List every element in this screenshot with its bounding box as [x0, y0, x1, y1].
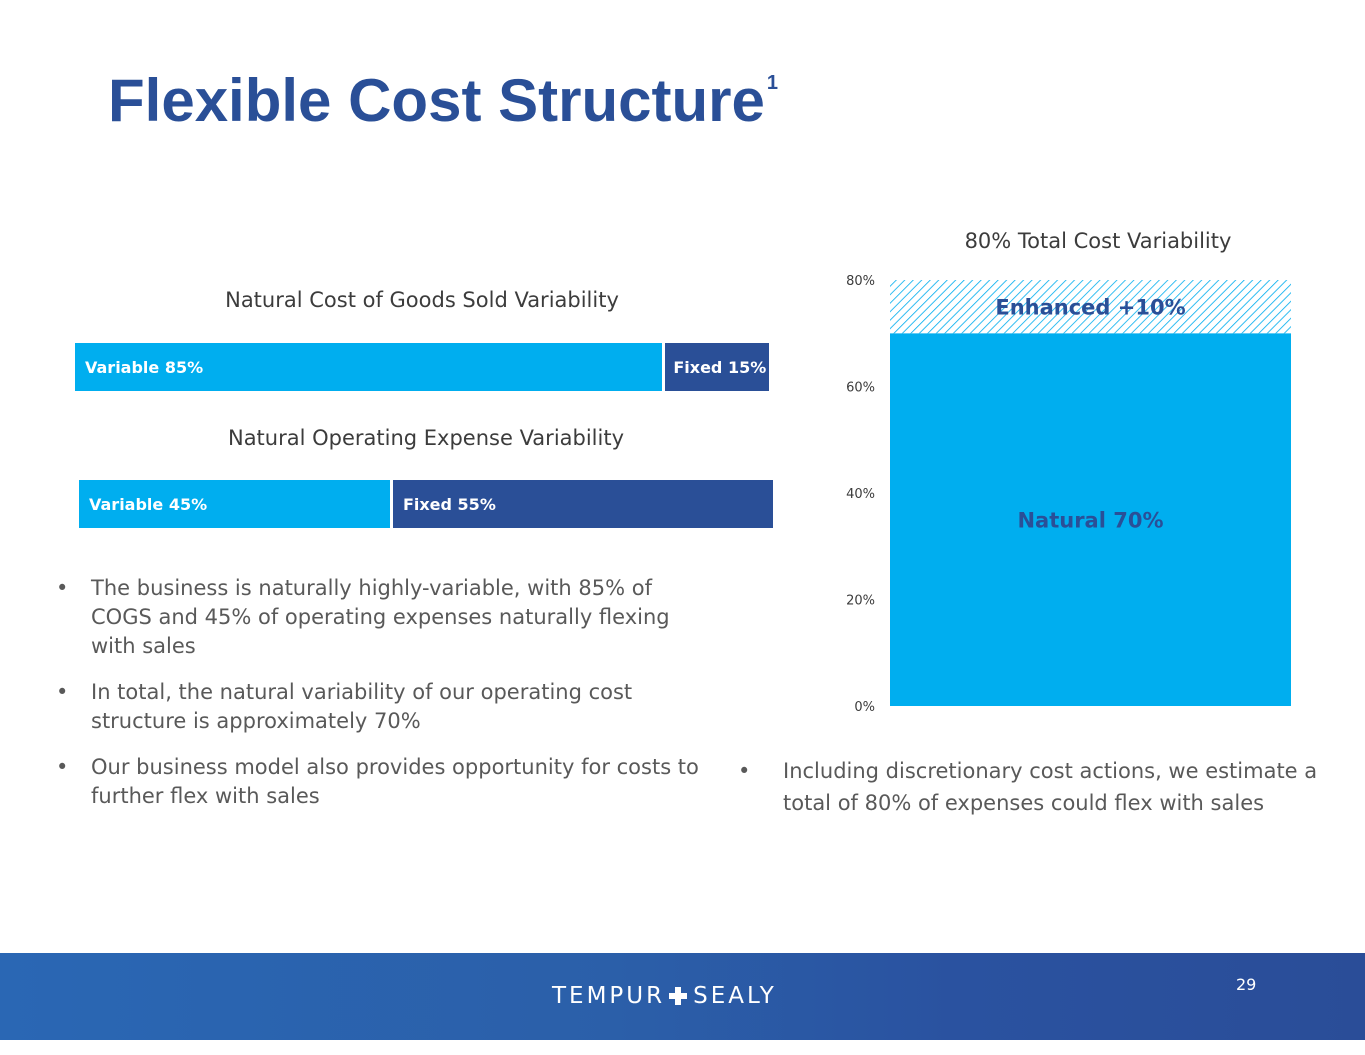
opex-chart-title: Natural Operating Expense Variability: [227, 426, 625, 450]
bar-data-label-enhanced: Enhanced +10%: [995, 295, 1186, 320]
total-cost-variability-chart: [820, 220, 1320, 720]
footer-bottom-strip: [0, 1040, 1365, 1055]
cogs-fixed-segment: Fixed 15%: [665, 343, 769, 391]
y-tick-label: 80%: [846, 274, 875, 289]
bullet-marker: •: [56, 576, 69, 600]
opex-variable-segment: Variable 45%: [79, 480, 390, 528]
bar-data-label-natural: Natural 70%: [1017, 508, 1164, 533]
cogs-variable-segment: Variable 85%: [75, 343, 662, 391]
bullet-marker: •: [56, 680, 69, 704]
left-bullet-list: [56, 574, 716, 828]
tempur-sealy-logo: TEMPUR SEALY: [552, 983, 777, 1009]
opex-stacked-bar: [79, 480, 773, 528]
bullet-marker: •: [738, 759, 751, 783]
bullet-item: • Including discretionary cost actions, we estimate a total of 80% of expenses could flex with sales: [738, 755, 1338, 819]
page-number: 29: [1236, 975, 1257, 994]
page-title: Flexible Cost Structure $^1$: [108, 67, 778, 134]
y-tick-label: 20%: [846, 593, 875, 609]
opex-fixed-segment: Fixed 55%: [393, 480, 773, 528]
cogs-chart-title: Natural Cost of Goods Sold Variability: [225, 288, 619, 312]
total-chart-title: 80% Total Cost Variability: [964, 229, 1232, 253]
right-bullet-list: [738, 755, 1338, 819]
cogs-stacked-bar: [75, 343, 769, 391]
y-tick-label: 0%: [854, 700, 875, 715]
bullet-item: • Our business model also provides opportunity for costs to further flex with sales: [56, 755, 699, 808]
bullet-item: • In total, the natural variability of our operating cost structure is approximately 70%: [56, 680, 633, 733]
title-footnote: 1: [766, 72, 778, 94]
bullet-item: • The business is naturally highly-variable, with 85% of COGS and 45% of operating expenses naturally flexing with sales: [56, 576, 670, 658]
plus-cross-icon: [669, 987, 687, 1005]
y-tick-label: 60%: [846, 380, 875, 396]
y-tick-label: 40%: [846, 487, 875, 502]
bullet-marker: •: [56, 755, 69, 779]
